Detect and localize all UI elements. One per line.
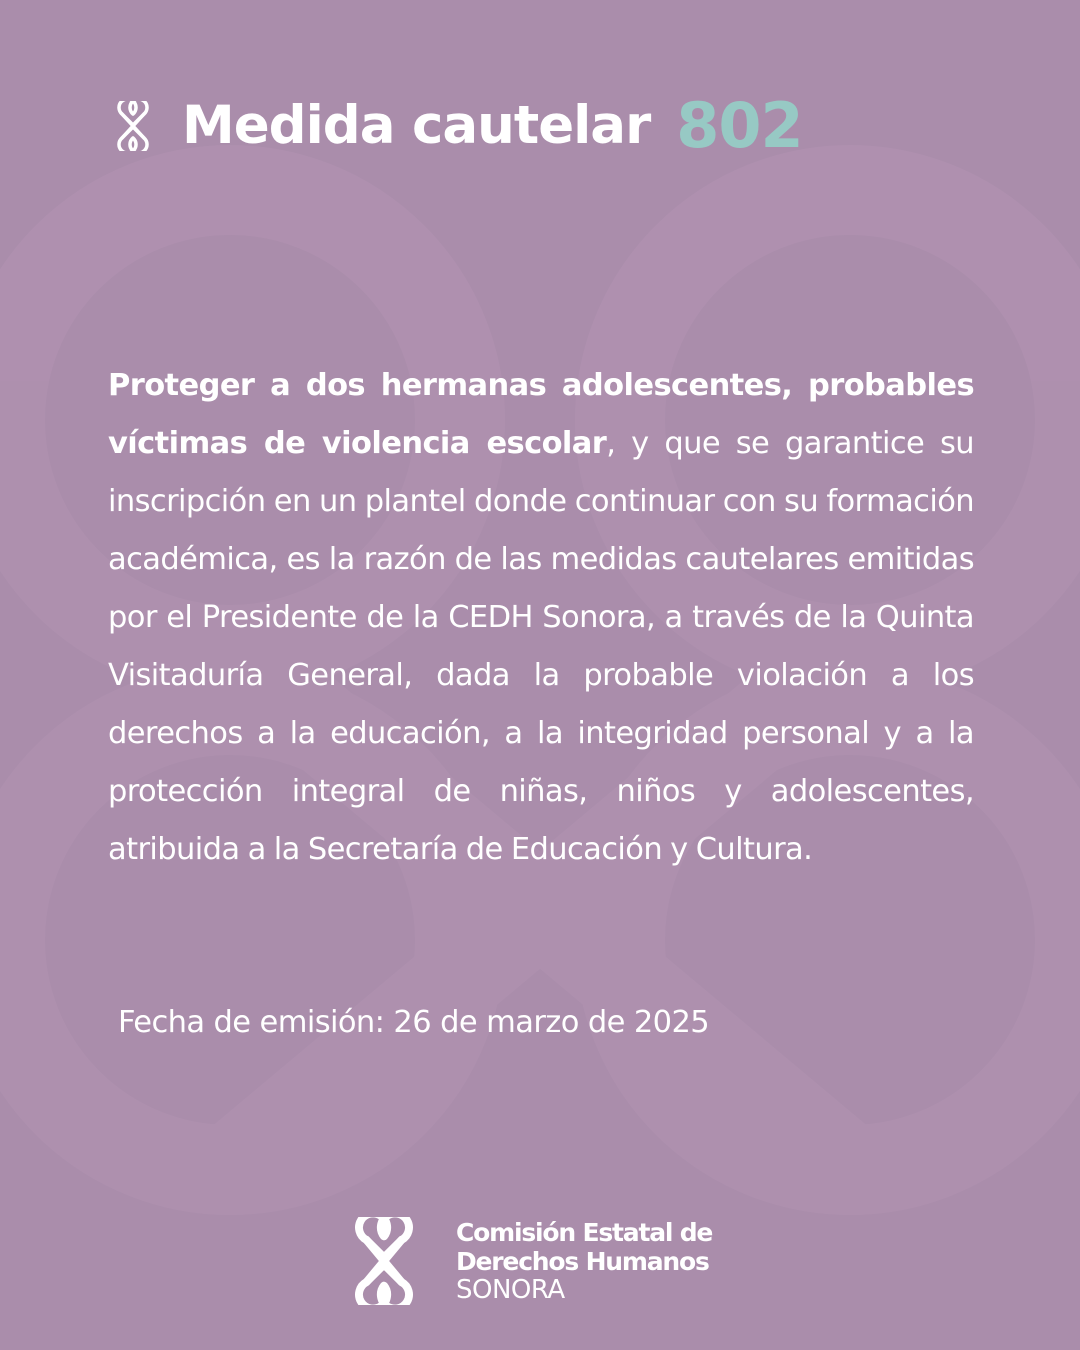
- body-regular-text: , y que se garantice su inscripción en un plantel donde continuar con su formación académica, es la razón de las medidas cautelares emitidas por el Presidente de la CEDH Sonora, a través de la Quinta Visitaduría General, dada la probable violación a los derechos a la educación, a la integridad personal y a la protección integral de niñas, niños y adolescentes, atribuida a la Secretaría de Educación y Cultura.: [108, 426, 974, 867]
- cedh-knot-logo-icon: [340, 1217, 428, 1305]
- measure-number: 802: [676, 89, 803, 162]
- org-state: SONORA: [456, 1274, 565, 1305]
- body-paragraph: [108, 357, 974, 879]
- issue-date: Fecha de emisión: 26 de marzo de 2025: [118, 1005, 710, 1040]
- footer-brand: [340, 1216, 712, 1306]
- cedh-knot-logo-icon: [108, 101, 158, 151]
- body-bold-text: Proteger a dos hermanas adolescentes, probables víctimas de violencia escolar: [108, 368, 974, 461]
- header: [108, 88, 803, 164]
- page-title: Medida cautelar: [182, 95, 651, 156]
- org-name-line1: Comisión Estatal de: [456, 1217, 713, 1247]
- org-name-line2: Derechos Humanos: [456, 1246, 709, 1276]
- footer-text: [456, 1218, 712, 1305]
